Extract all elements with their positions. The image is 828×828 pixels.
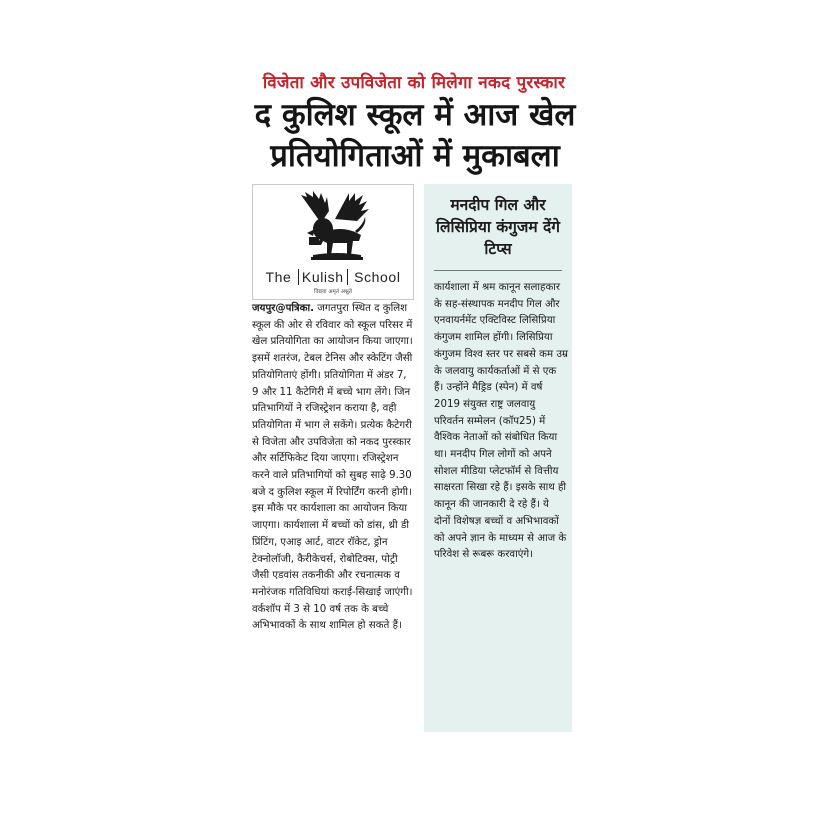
logo-word-prefix: The: [265, 269, 292, 285]
winged-lion-icon: [291, 189, 375, 269]
logo-tagline: विद्यया अमृतं अश्नुते: [314, 289, 352, 295]
sidebar-headline: मनदीप गिल और लिसिप्रिया कंगुजम देंगे टिप्स: [435, 196, 560, 258]
main-headline: द कुलिश स्कूल में आज खेल प्रतियोगिताओं में मुकाबला: [254, 97, 576, 174]
school-logo: [252, 184, 414, 300]
main-article-body: [252, 301, 416, 635]
logo-word-suffix: School: [354, 269, 401, 285]
sidebar-divider: [434, 270, 562, 271]
dateline: जयपुर@पत्रिका.: [252, 303, 314, 314]
kicker-headline: विजेता और उपविजेता को मिलेगा नकद पुरस्कार: [262, 73, 566, 93]
sidebar-box: [424, 184, 572, 732]
sidebar-body: [434, 280, 568, 564]
logo-wordmark: [253, 269, 413, 285]
article-body-text: जगतपुरा स्थित द कुलिश स्कूल की ओर से रविवार को स्कूल परिसर में खेल प्रतियोगिता का आयोजन किया जाएगा। इसमें शतरंज, टेबल टेनिस और स्केटिंग जैसी प्रतियोगिताएं होंगी। प्रतियोगिता में अंडर 7, 9 और 11 कैटेगिरी में बच्चे भाग लेंगे। जिन प्रतिभागियों ने रजिस्ट्रेशन कराया है, वही प्रतियोगिता में भाग ले सकेंगे। प्रत्येक कैटेगरी से विजेता और उपविजेता को नकद पुरस्कार और सर्टिफिकेट दिया जाएगा। रजिस्ट्रेशन करने वाले प्रतिभागियों को सुबह साढ़े 9.30 बजे द कुलिश स्कूल में रिपोर्टिंग करनी होगी। इस मौके पर कार्यशाला का आयोजन किया जाएगा। कार्यशाला में बच्चों को डांस, थ्री डी प्रिंटिंग, एआइ आर्ट, वाटर रॉकेट, ड्रोन टेक्नोलॉजी, कैरीकेचर्स, रोबोटिक्स, पोट्री जैसी एडवांस तकनीकी और रचनात्मक व मनोरंजक गतिविधियां कराई-सिखाई जाएंगी। वर्कशॉप में 3 से 10 वर्ष तक के बच्चे अभिभावकों के साथ शामिल हो सकते हैं।: [252, 303, 413, 632]
logo-word-main: Kulish: [298, 269, 348, 285]
sidebar-body-text: कार्यशाला में श्रम कानून सलाहकार के सह-संस्थापक मनदीप गिल और एनवायर्नमेंट एक्टिविस्ट लिसिप्रिया कंगुजम शामिल होंगी। लिसिप्रिया कंगुजम विश्व स्तर पर सबसे कम उम्र के जलवायु कार्यकर्ताओं में से एक हैं। उन्होंने मैड्रिड (स्पेन) में वर्ष 2019 संयुक्त राष्ट्र जलवायु परिवर्तन सम्मेलन (कॉप25) में वैश्विक नेताओं को संबोधित किया था। मनदीप गिल लोगों को अपने सोशल मीडिया प्लेटफॉर्म से वित्तीय साक्षरता सिखा रहे हैं। इसके साथ ही कानून की जानकारी दे रहे हैं। ये दोनों विशेषज्ञ बच्चों व अभिभावकों को अपने ज्ञान के माध्यम से आज के परिवेश से रूबरू करवाएंगे।: [434, 282, 569, 561]
